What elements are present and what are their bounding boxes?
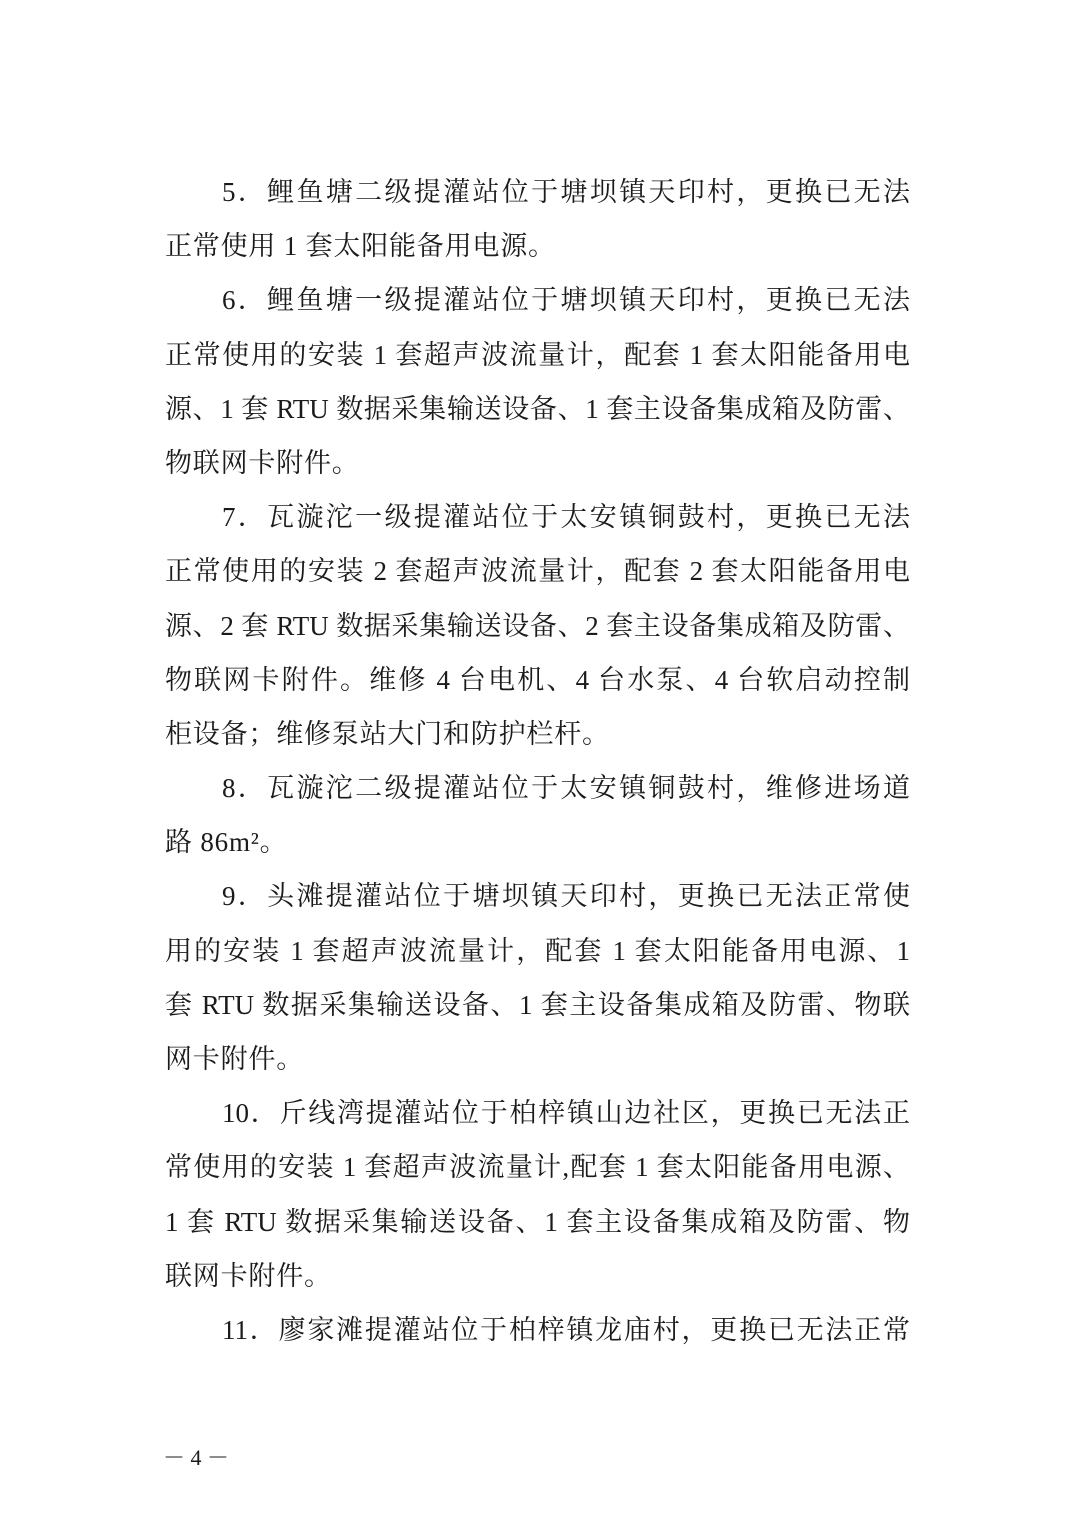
text-line: 5．鲤鱼塘二级提灌站位于塘坝镇天印村，更换已无法 — [222, 177, 910, 207]
text-line: 9．头滩提灌站位于塘坝镇天印村，更换已无法正常使 — [222, 881, 910, 912]
text-line: 常使用的安装 1 套超声波流量计,配套 1 套太阳能备用电源、 — [165, 1152, 910, 1183]
paragraph-item-5 — [165, 165, 910, 273]
text-line: 10．斤线湾提灌站位于柏梓镇山边社区，更换已无法正 — [222, 1098, 910, 1129]
text-line: 物联网卡附件。 — [165, 447, 360, 478]
paragraph-item-7 — [165, 490, 910, 761]
text-line: 8．瓦漩沱二级提灌站位于太安镇铜鼓村，维修进场道 — [222, 773, 910, 804]
text-line: 6．鲤鱼塘一级提灌站位于塘坝镇天印村，更换已无法 — [222, 285, 910, 316]
paragraph-item-10 — [165, 1086, 910, 1303]
text-line: 11．廖家滩提灌站位于柏梓镇龙庙村，更换已无法正常 — [222, 1314, 910, 1345]
text-line: 网卡附件。 — [165, 1044, 304, 1074]
body-text — [165, 165, 910, 1357]
paragraph-item-11 — [165, 1303, 910, 1357]
text-line: 源、1 套 RTU 数据采集输送设备、1 套主设备集成箱及防雷、 — [165, 393, 910, 424]
text-line: 正常使用 1 套太阳能备用电源。 — [165, 231, 556, 262]
text-line: 7．瓦漩沱一级提灌站位于太安镇铜鼓村，更换已无法 — [222, 502, 910, 533]
text-line: 物联网卡附件。维修 4 台电机、4 台水泵、4 台软启动控制 — [165, 664, 910, 695]
text-line: 1 套 RTU 数据采集输送设备、1 套主设备集成箱及防雷、物 — [165, 1206, 910, 1237]
paragraph-item-9 — [165, 869, 910, 1086]
text-line: 柜设备；维修泵站大门和防护栏杆。 — [165, 718, 610, 749]
text-line: 路 86m²。 — [165, 827, 288, 858]
paragraph-item-8 — [165, 761, 910, 869]
text-line: 用的安装 1 套超声波流量计，配套 1 套太阳能备用电源、1 — [165, 935, 910, 966]
page-number: － 4 － — [163, 1445, 230, 1470]
text-line: 正常使用的安装 2 套超声波流量计，配套 2 套太阳能备用电 — [165, 556, 910, 587]
text-line: 套 RTU 数据采集输送设备、1 套主设备集成箱及防雷、物联 — [165, 989, 910, 1020]
text-line: 联网卡附件。 — [165, 1260, 332, 1291]
text-line: 源、2 套 RTU 数据采集输送设备、2 套主设备集成箱及防雷、 — [165, 610, 910, 641]
paragraph-item-6 — [165, 273, 910, 490]
text-line: 正常使用的安装 1 套超声波流量计，配套 1 套太阳能备用电 — [165, 339, 910, 370]
